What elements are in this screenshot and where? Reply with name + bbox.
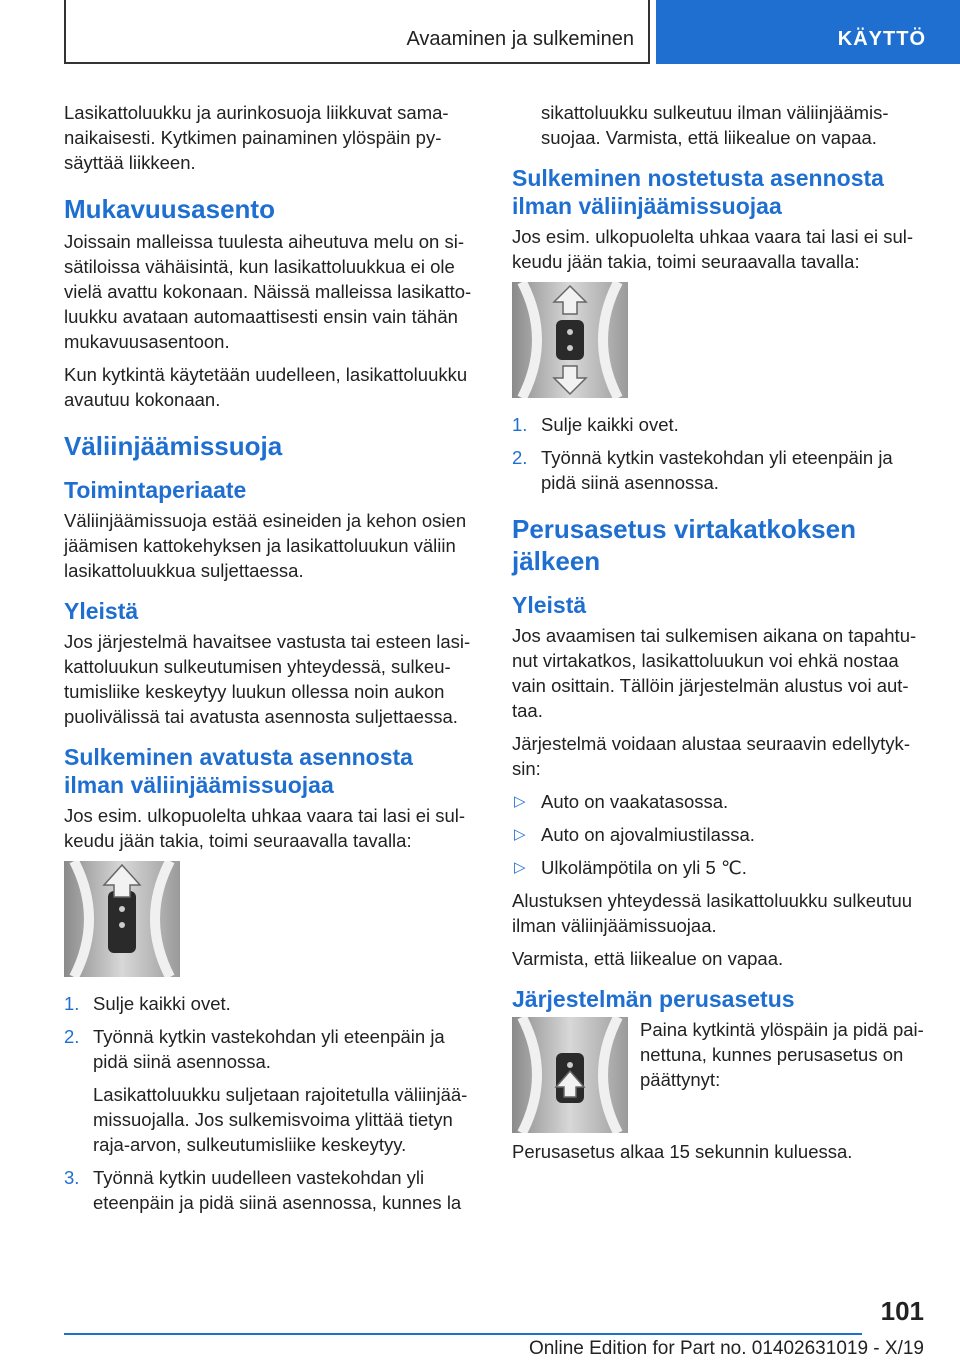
footer-divider [64, 1333, 862, 1335]
heading-close-from-raised: Sulkeminen nostetusta asennosta ilman väliinjäämissuojaa [512, 165, 884, 219]
list-item [512, 789, 926, 814]
steps-list-left [64, 991, 478, 1215]
init-paragraph: Alustuksen yhteydessä lasikattoluukku sulkeutuu ilman väliinjäämissuojaa. [512, 890, 913, 936]
heading-system-reset: Järjestelmän perusasetus [512, 986, 795, 1012]
step-note: Lasikattoluukku suljetaan rajoitetulla väliinjäämissuojalla. Jos sulkemisvoima ylittää tietyn raja-arvon, sulkeutumisliike keskeytyy. [93, 1084, 468, 1155]
step-number: 1. [64, 993, 80, 1014]
step-text: Työnnä kytkin uudelleen vastekohdan yli eteenpäin ja pidä siinä asennossa, kunnes la [93, 1167, 462, 1213]
comfort-paragraph-2: Kun kytkintä käytetään uudelleen, lasikattoluukku avautuu kokonaan. [64, 364, 468, 410]
continued-step-text: sikattoluukku sulkeutuu ilman väliinjäämissuojaa. Varmista, että liikealue on vapaa. [541, 102, 889, 148]
list-item [512, 445, 926, 495]
list-item [64, 1024, 478, 1157]
step-text: Sulje kaikki ovet. [93, 993, 231, 1014]
switch-photo [64, 861, 180, 977]
step-number: 2. [64, 1026, 80, 1047]
comfort-paragraph-1: Joissain malleissa tuulesta aiheutuva melu on sisätiloissa vähäisintä, kun lasikattoluukkua ei ole vielä avattu kokonaan. Näissä malleissa lasikattoluukku avataan automaattisesti ensin vain tähän mukavuusasentoon. [64, 231, 472, 352]
close-open-paragraph: Jos esim. ulkopuolelta uhkaa vaara tai lasi ei sulkeudu jään takia, toimi seuraavalla tavalla: [64, 805, 466, 851]
steps-list-right [512, 412, 926, 495]
step-number: 3. [64, 1167, 80, 1188]
header-section-tab [64, 0, 650, 64]
page-number: 101 [880, 1296, 924, 1326]
condition-text: Ulkolämpötila on yli 5 ℃. [541, 857, 747, 878]
condition-text: Auto on vaakatasossa. [541, 791, 729, 812]
heading-principle: Toimintaperiaate [64, 477, 247, 503]
conditions-list [512, 789, 926, 880]
heading-general: Yleistä [64, 598, 139, 624]
list-item [512, 822, 926, 847]
heading-general: Yleistä [512, 592, 587, 618]
bullet-triangle-icon: ▷ [514, 826, 526, 843]
step-text: Työnnä kytkin vastekohdan yli eteenpäin ja pidä siinä asennossa. [93, 1026, 445, 1072]
step-number: 1. [512, 414, 528, 435]
heading-comfort-position: Mukavuusasento [64, 194, 275, 224]
left-column [64, 100, 478, 1223]
general-paragraph-1: Jos avaamisen tai sulkemisen aikana on tapahtunut virtakatkos, lasikattoluukun voi ehkä nostaa vain osittain. Tällöin järjestelmän alustus voi auttaa. [512, 625, 917, 721]
close-raised-paragraph: Jos esim. ulkopuolelta uhkaa vaara tai lasi ei sulkeudu jään takia, toimi seuraavalla tavalla: [512, 226, 914, 272]
principle-paragraph: Väliinjäämissuoja estää esineiden ja kehon osien jäämisen kattokehyksen ja lasikattoluukun väliin lasikattoluukkua suljettaessa. [64, 510, 467, 581]
condition-text: Auto on ajovalmiustilassa. [541, 824, 755, 845]
switch-photo [512, 1017, 628, 1133]
bullet-triangle-icon: ▷ [514, 859, 526, 876]
intro-paragraph: Lasikattoluukku ja aurinkosuoja liikkuvat samanaikaisesti. Kytkimen painaminen ylöspäin pysäyttää liikkeen. [64, 102, 449, 173]
header-chapter-title: KÄYTTÖ [837, 28, 926, 50]
heading-reset-after-power-loss: Perusasetus virtakatkoksen jälkeen [512, 514, 856, 576]
general-paragraph: Jos järjestelmä havaitsee vastusta tai esteen lasikattoluukun sulkeutumisen yhteydessä, sulkeutumisliike keskeytyy luukun ollessa noin aukon puolivälissä tai avatusta asennosta suljettaessa. [64, 631, 471, 727]
list-item [64, 1165, 478, 1215]
step-text: Sulje kaikki ovet. [541, 414, 679, 435]
footer-edition: Online Edition for Part no. 01402631019 - X/19 [528, 1338, 924, 1359]
general-paragraph-2: Järjestelmä voidaan alustaa seuraavin edellytyksin: [512, 733, 910, 779]
heading-pinch-protection: Väliinjäämissuoja [64, 431, 283, 461]
switch-photo [512, 282, 628, 398]
list-item [512, 412, 926, 437]
step-text: Työnnä kytkin vastekohdan yli eteenpäin ja pidä siinä asennossa. [541, 447, 893, 493]
right-column [512, 100, 926, 1172]
list-item [64, 991, 478, 1016]
list-item [512, 855, 926, 880]
system-reset-paragraph: Paina kytkintä ylöspäin ja pidä painettuna, kunnes perusasetus on päättynyt: [640, 1019, 924, 1090]
check-paragraph: Varmista, että liikealue on vapaa. [512, 948, 784, 969]
start-paragraph: Perusasetus alkaa 15 sekunnin kuluessa. [512, 1141, 853, 1162]
header-section-title: Avaaminen ja sulkeminen [406, 28, 634, 50]
step-number: 2. [512, 447, 528, 468]
header-chapter-tab [656, 0, 960, 64]
heading-close-from-open: Sulkeminen avatusta asennosta ilman väliinjäämissuojaa [64, 744, 413, 798]
bullet-triangle-icon: ▷ [514, 793, 526, 810]
